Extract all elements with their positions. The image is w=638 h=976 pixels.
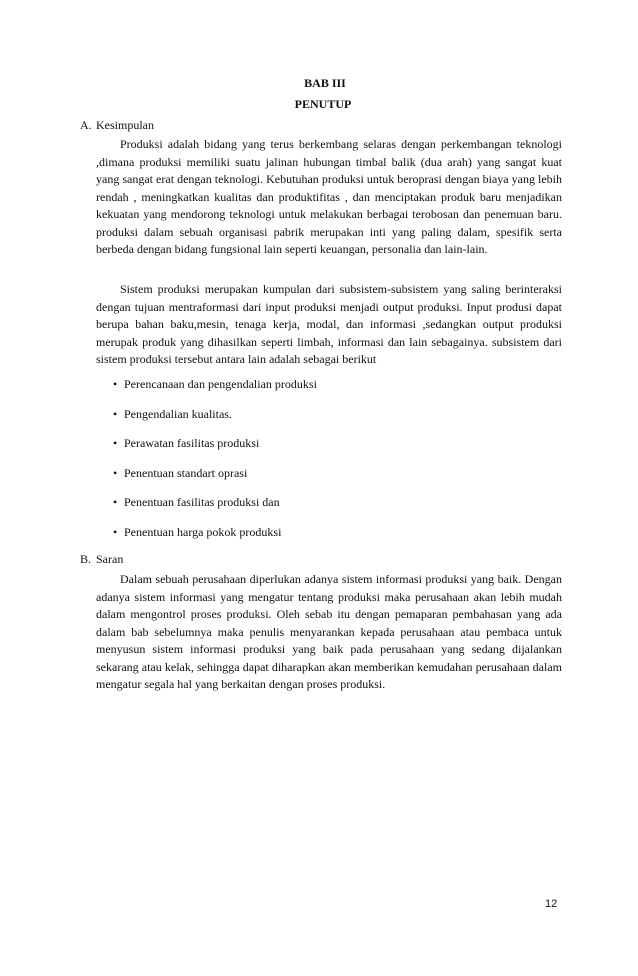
section-a-letter: A. xyxy=(80,118,92,132)
section-b-heading xyxy=(80,552,123,566)
bullet-icon: • xyxy=(113,377,118,391)
section-a-title: Kesimpulan xyxy=(96,118,154,132)
list-item: • Penentuan harga pokok produksi xyxy=(113,524,282,539)
conclusion-paragraph-1: Produksi adalah bidang yang terus berkembang selaras dengan perkembangan teknologi ,dimana produksi memiliki suatu jalinan hubungan timbal balik (dua arah) yang sangat kuat yang sangat erat dengan teknologi. Kebutuhan produksi untuk beroprasi dengan biaya yang lebih rendah , meningkatkan kualitas dan produktifitas , dan menciptakan produk baru menjadikan kekuatan yang mendorong teknologi untuk melakukan berbagai terobosan dan penemuan baru. produksi dalam sebuah organisasi pabrik merupakan inti yang paling dalam, spesifik serta berbeda dengan bidang fungsional lain seperti keuangan, personalia dan lain-lain. xyxy=(96,137,562,256)
section-a-heading xyxy=(80,118,154,132)
chapter-number: BAB III xyxy=(304,76,346,90)
list-item: • Perencanaan dan pengendalian produksi xyxy=(113,377,317,391)
bullet-icon: • xyxy=(113,406,118,421)
list-item: • Penentuan fasilitas produksi dan xyxy=(113,495,280,510)
list-item: • Pengendalian kualitas. xyxy=(113,406,232,421)
list-item: • Perawatan fasilitas produksi xyxy=(113,436,260,451)
conclusion-paragraph-2: Sistem produksi merupakan kumpulan dari subsistem-subsistem yang saling berinteraksi dengan tujuan mentraformasi dari input produksi menjadi output produksi. Input produsi dapat berupa bahan baku,mesin, tenaga kerja, modal, dan informasi ,sedangkan output produksi merupak produk yang dihasilkan seperti limbah, informasi dan lain sebagainya. subsistem dari sistem produksi tersebut antara lain adalah sebagai berikut xyxy=(96,282,562,366)
bullet-icon: • xyxy=(113,524,118,539)
section-b-title: Saran xyxy=(96,552,124,566)
section-b-letter: B. xyxy=(80,552,92,566)
bullet-icon: • xyxy=(113,465,118,480)
chapter-title: PENUTUP xyxy=(294,97,352,111)
list-item: • Penentuan standart oprasi xyxy=(113,465,248,480)
bullet-icon: • xyxy=(113,436,118,451)
page-number: 12 xyxy=(545,898,558,910)
bullet-icon: • xyxy=(113,495,118,510)
subsystem-list xyxy=(96,377,562,555)
suggestion-paragraph: Dalam sebuah perusahaan diperlukan adanya sistem informasi produksi yang baik. Dengan adanya sistem informasi yang mengatur tentang produksi maka perusahaan akan lebih mudah dalam mengontrol proses produksi. Oleh sebab itu dengan pemaparan pembahasan yang ada dalam bab sebelumnya maka penulis menyarankan kepada perusahaan atau pembaca untuk menyusun sistem informasi produksi yang baik pada perusahaan yang sedang dijalankan sekarang atau kelak, sehingga dapat diharapkan akan memberikan kemudahan perusahaan dalam mengatur segala hal yang berkaitan dengan proses produksi. xyxy=(96,572,562,691)
